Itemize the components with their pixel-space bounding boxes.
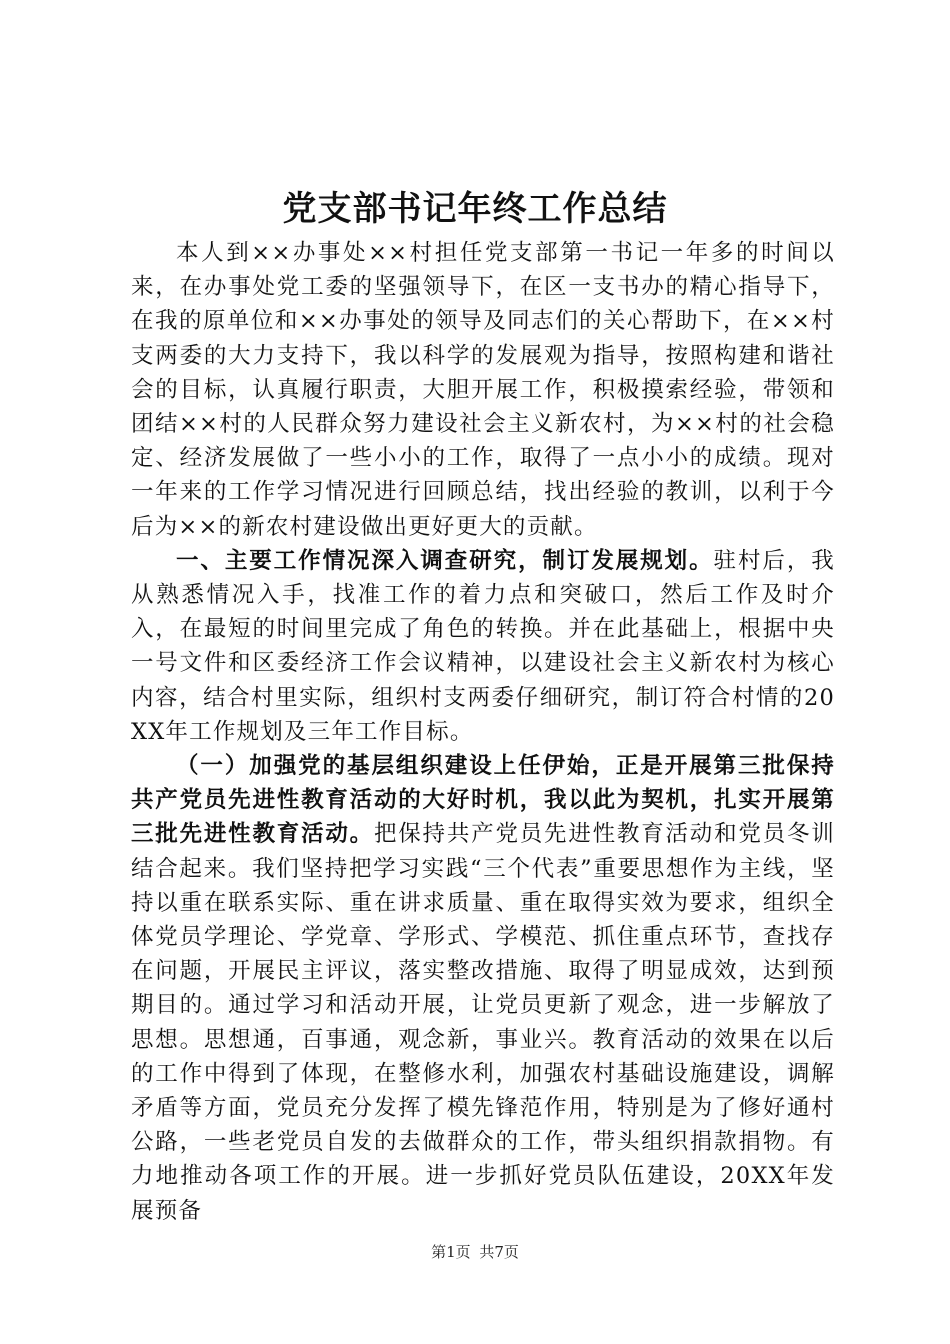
document-body [131,236,835,1228]
paragraph-text: 本人到××办事处××村担任党支部第一书记一年多的时间以来，在办事处党工委的坚强领导下，在区一支书办的精心指导下，在我的原单位和××办事处的领导及同志们的关心帮助下，在××村支两委的大力支持下，我以科学的发展观为指导，按照构建和谐社会的目标，认真履行职责，大胆开展工作，积极摸索经验，带领和团结××村的人民群众努力建设社会主义新农村，为××村的社会稳定、经济发展做了一些小小的工作，取得了一点小小的成绩。现对一年来的工作学习情况进行回顾总结，找出经验的教训，以利于今后为××的新农村建设做出更好更大的贡献。 [131,240,835,540]
paragraph-subsection-1 [131,749,835,1228]
paragraph-text: 驻村后，我从熟悉情况入手，找准工作的着力点和突破口，然后工作及时介入，在最短的时间里完成了角色的转换。并在此基础上，根据中央一号文件和区委经济工作会议精神，以建设社会主义新农村为核心内容，结合村里实际，组织村支两委仔细研究，制订符合村情的20XX年工作规划及三年工作目标。 [131,547,835,745]
paragraph-intro [131,236,835,544]
page-total: 共7页 [479,1243,519,1261]
page-footer [0,1242,950,1262]
paragraph-text: 把保持共产党员先进性教育活动和党员冬训结合起来。我们坚持把学习实践“三个代表”重要思想作为主线，坚持以重在联系实际、重在讲求质量、重在取得实效为要求，组织全体党员学理论、学党章、学形式、学模范、抓住重点环节，查找存在问题，开展民主评议，落实整改措施、取得了明显成效，达到预期目的。通过学习和活动开展，让党员更新了观念，进一步解放了思想。思想通，百事通，观念新，事业兴。教育活动的效果在以后的工作中得到了体现，在整修水利，加强农村基础设施建设，调解矛盾等方面，党员充分发挥了模先锋范作用，特别是为了修好通村公路，一些老党员自发的去做群众的工作，带头组织捐款捐物。有力地推动各项工作的开展。进一步抓好党员队伍建设，20XX年发展预备 [131,821,835,1224]
subsection-heading: （一）加强党的基层组织建设上任伊始，正是开展第三批保持共产党员先进性教育活动的大好时机，我以此为契机，扎实开展第三批先进性教育活动。 [131,753,835,848]
section-heading: 一、主要工作情况深入调查研究，制订发展规划。 [176,547,714,574]
document-title: 党支部书记年终工作总结 [282,189,668,229]
paragraph-section-1 [131,544,835,749]
page-number: 第1页 [431,1243,471,1261]
